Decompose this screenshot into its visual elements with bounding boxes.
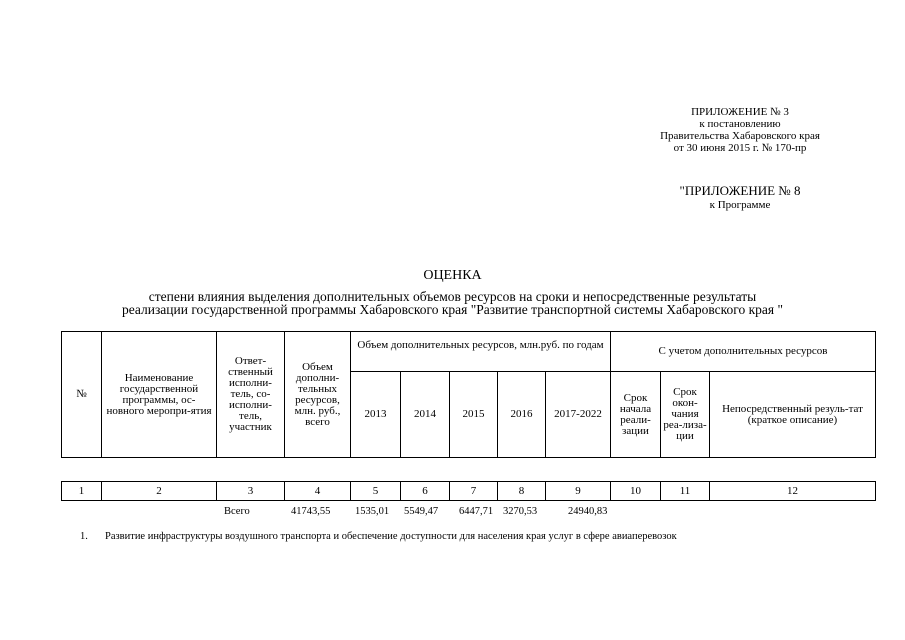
- section-1-number: 1.: [80, 531, 88, 542]
- header-year-2013: 2013: [351, 372, 401, 458]
- header-num: №: [62, 332, 102, 458]
- column-number: 10: [611, 482, 661, 501]
- totals-all: 41743,55: [291, 506, 331, 517]
- column-number: 7: [450, 482, 498, 501]
- header-year-2017-2022: 2017-2022: [546, 372, 611, 458]
- column-number: 6: [401, 482, 450, 501]
- totals-2014: 5549,47: [404, 506, 439, 517]
- column-number: 11: [661, 482, 710, 501]
- header-by-years: Объем дополнительных ресурсов, млн.руб. по годам: [351, 332, 611, 372]
- totals-2016: 3270,53: [503, 506, 538, 517]
- appendix-8-line1: к Программе: [709, 199, 771, 211]
- header-start-date: Срок начала реали-зации: [611, 372, 661, 458]
- header-result: Непосредственный резуль-тат (краткое описание): [710, 372, 876, 458]
- header-name: Наименование государственной программы, ос-новного меропри-ятия: [102, 332, 217, 458]
- appendix-8-title: "ПРИЛОЖЕНИЕ № 8: [679, 183, 801, 198]
- appendix-8-block: [600, 184, 880, 212]
- column-number: 8: [498, 482, 546, 501]
- header-year-2014: 2014: [401, 372, 450, 458]
- section-1-title: Развитие инфраструктуры воздушного транспорта и обеспечение доступности для населения края услуг в сфере авиаперевозок: [105, 531, 677, 542]
- subtitle-line-1: степени влияния выделения дополнительных объемов ресурсов на сроки и непосредственные результаты: [148, 289, 757, 304]
- header-year-2016: 2016: [498, 372, 546, 458]
- appendix-3-title: ПРИЛОЖЕНИЕ № 3: [691, 106, 789, 118]
- appendix-3-line2: Правительства Хабаровского края: [660, 130, 820, 142]
- header-volume: Объем дополни-тельных ресурсов, млн. руб., всего: [285, 332, 351, 458]
- totals-2017-2022: 24940,83: [568, 506, 608, 517]
- column-number: 4: [285, 482, 351, 501]
- column-number: 3: [217, 482, 285, 501]
- header-year-2015: 2015: [450, 372, 498, 458]
- subtitle-line-2: реализации государственной программы Хабаровского края "Развитие транспортной системы Хабаровского края ": [122, 302, 783, 317]
- totals-label: Всего: [224, 506, 250, 517]
- column-number: 12: [710, 482, 876, 501]
- header-with-additional: С учетом дополнительных ресурсов: [611, 332, 876, 372]
- column-number: 2: [102, 482, 217, 501]
- totals-2013: 1535,01: [355, 506, 390, 517]
- header-end-date: Срок окон-чания реа-лиза-ции: [661, 372, 710, 458]
- column-number: 9: [546, 482, 611, 501]
- document-title: ОЦЕНКА: [423, 268, 482, 283]
- document-subtitle: [40, 290, 865, 316]
- column-number: 1: [62, 482, 102, 501]
- header-responsible: Ответ-ственный исполни-тель, со-исполни-тель, участник: [217, 332, 285, 458]
- appendix-3-line3: от 30 июня 2015 г. № 170-пр: [673, 142, 807, 154]
- appendix-3-line1: к постановлению: [699, 118, 781, 130]
- header-table: [61, 331, 876, 458]
- totals-2015: 6447,71: [459, 506, 494, 517]
- appendix-3-block: [600, 106, 880, 154]
- column-numbers-table: [61, 481, 876, 501]
- column-number: 5: [351, 482, 401, 501]
